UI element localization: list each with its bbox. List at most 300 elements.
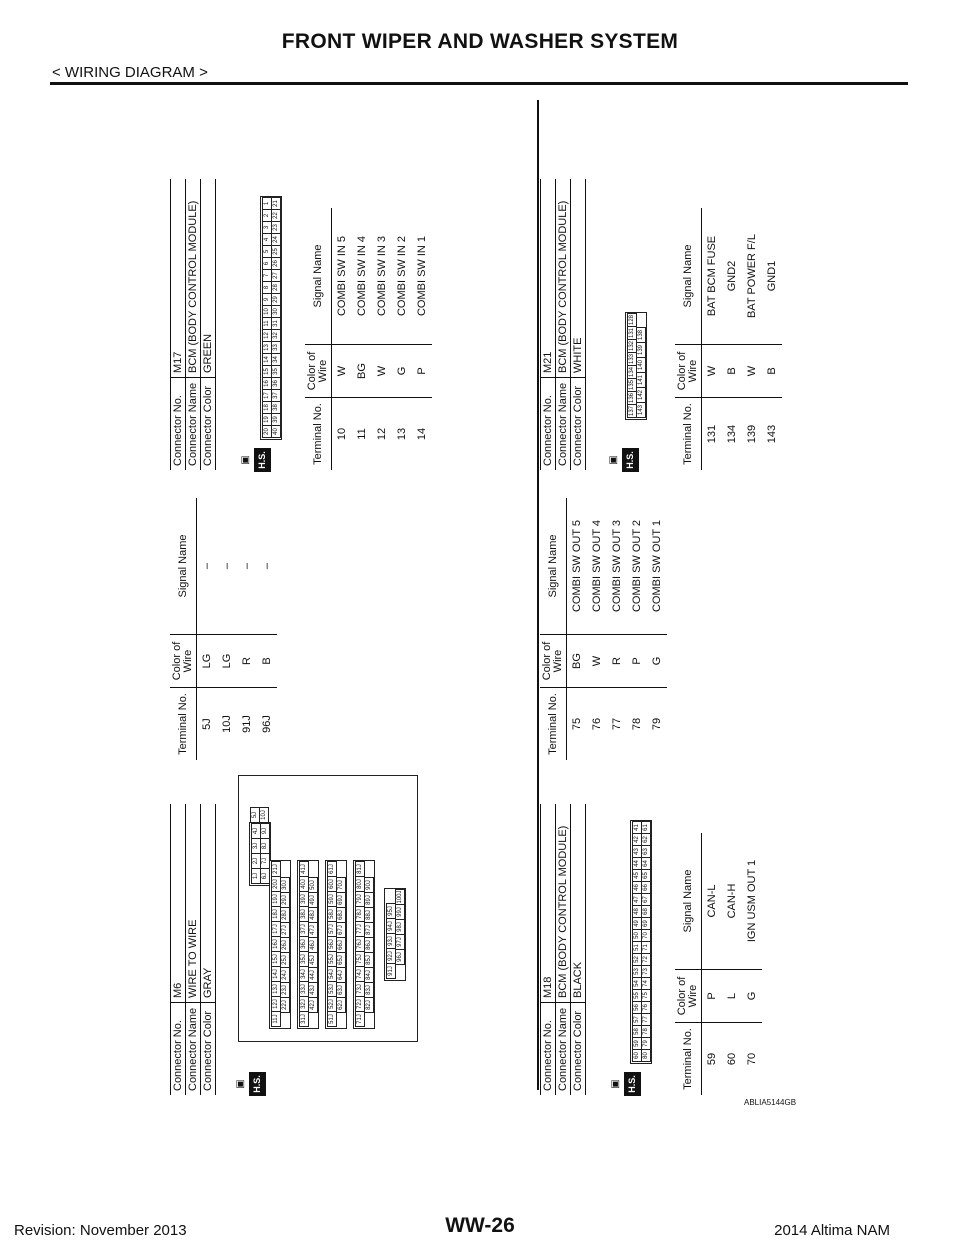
connector-pin: 44J [308, 967, 318, 983]
footer-model: 2014 Altima NAM [774, 1222, 890, 1239]
th-signal-name: Signal Name [675, 208, 702, 345]
connector-pin: 68J [336, 907, 346, 923]
m17-connector-no: M17 [171, 179, 186, 378]
m18-pin-block [630, 820, 652, 1064]
signal-name-cell: COMBI SW IN 3 [372, 208, 392, 345]
connector-pin: 52 [632, 953, 642, 966]
connector-pin: 58J [327, 906, 337, 922]
m6-side-pins [250, 808, 268, 823]
connector-pin: 60J [327, 876, 337, 892]
connector-pin: 55J [327, 951, 337, 967]
wire-color-cell: P [702, 970, 723, 1023]
connector-pin: 128 [629, 315, 635, 326]
table-row [742, 208, 762, 470]
connector-pin: 42 [632, 833, 642, 846]
wire-color-cell: W [332, 345, 353, 398]
connector-pin: 32J [299, 996, 309, 1012]
connector-pin: 74 [641, 977, 651, 990]
wire-color-cell: P [627, 635, 647, 688]
connector-pin: 24 [271, 233, 281, 246]
wire-color-cell: G [742, 970, 762, 1023]
connector-pin: 133 [629, 354, 635, 365]
connector-pin: 93J [386, 933, 396, 949]
label-connector-color: Connector Color [571, 1003, 586, 1096]
connector-pin: 61J [327, 861, 337, 877]
connector-pin: 135 [629, 380, 635, 391]
th-color-of-wire: Color of Wire [675, 345, 702, 398]
table-row [197, 498, 218, 760]
connector-pin: 99J [395, 904, 405, 920]
footer-revision: Revision: November 2013 [14, 1222, 187, 1239]
th-color-of-wire: Color of Wire [540, 635, 567, 688]
connector-pin: 54 [632, 977, 642, 990]
connector-pin: 76 [641, 1001, 651, 1014]
connector-pin: 23 [271, 221, 281, 234]
connector-pin: 78 [641, 1025, 651, 1038]
connector-pin: 39J [299, 891, 309, 907]
table-row [372, 208, 392, 470]
connector-pin: 72J [355, 996, 365, 1012]
wire-color-cell: L [722, 970, 742, 1023]
th-color-of-wire: Color of Wire [675, 970, 702, 1023]
wire-color-cell: BG [352, 345, 372, 398]
connector-pin: 66 [641, 881, 651, 894]
connector-pin: 66J [336, 937, 346, 953]
connector-pin: 95J [386, 903, 396, 919]
connector-pin: 70 [641, 929, 651, 942]
connector-pin: 19 [262, 413, 272, 426]
connector-pin: 4 [262, 233, 272, 246]
connector-pin: 49J [308, 892, 318, 908]
connector-pin: 38J [299, 906, 309, 922]
connector-pin: 19J [271, 891, 281, 907]
m21-connector-no: M21 [541, 179, 556, 378]
connector-pin: 22 [271, 209, 281, 222]
terminal-no-cell: 143 [766, 424, 778, 444]
connector-icon: ▣ [608, 455, 619, 465]
terminal-no-cell: 131 [706, 424, 718, 444]
connector-pin: 33 [271, 341, 281, 354]
connector-pin: 16J [271, 936, 281, 952]
connector-pin: 134 [629, 367, 635, 378]
figure-code: ABLIA5144GB [744, 1098, 797, 1107]
table-row [412, 208, 432, 470]
th-terminal-no: Terminal No. [540, 688, 567, 761]
wire-color-cell: B [257, 635, 277, 688]
connector-pin: 74J [355, 966, 365, 982]
connector-icon: ▣ [610, 1079, 621, 1089]
connector-pin: 96J [395, 949, 405, 965]
connector-pin: 13J [271, 981, 281, 997]
connector-pin: 100J [397, 890, 403, 904]
connector-pin: 57 [632, 1013, 642, 1026]
terminal-no-cell: 10J [221, 715, 233, 733]
connector-pin: 14J [271, 966, 281, 982]
connector-pin: 8J [260, 838, 270, 854]
connector-pin: 56J [327, 936, 337, 952]
connector-pin: 31J [299, 1011, 309, 1027]
m18-terminal-table [675, 833, 762, 1095]
table-row [722, 208, 742, 470]
connector-pin: 67 [641, 893, 651, 906]
connector-pin: 36J [299, 936, 309, 952]
connector-pin: 38 [271, 401, 281, 414]
connector-pin: 33J [299, 981, 309, 997]
connector-pin: 91J [386, 963, 396, 979]
th-signal-name: Signal Name [540, 498, 567, 635]
m6-pin-group-1 [249, 810, 271, 886]
table-row [607, 498, 627, 760]
connector-pin: 48J [308, 907, 318, 923]
connector-pin: 136 [629, 393, 635, 404]
connector-pin: 61 [641, 821, 651, 834]
m21-terminal-table [675, 208, 782, 470]
hs-label: H.S. [254, 448, 271, 472]
signal-name-cell: COMBI SW IN 1 [412, 208, 432, 345]
signal-name-cell: – [197, 498, 218, 635]
m18-hs-badge [610, 1072, 644, 1096]
connector-pin: 75J [355, 951, 365, 967]
signal-name-cell: COMBI SW IN 5 [332, 208, 353, 345]
table-row [332, 208, 353, 470]
connector-pin: 49 [632, 917, 642, 930]
connector-pin: 143 [636, 402, 646, 418]
m17-connector-name: BCM (BODY CONTROL MODULE) [186, 179, 201, 378]
connector-pin: 40 [271, 425, 281, 438]
m18-connector-name: BCM (BODY CONTROL MODULE) [556, 804, 571, 1003]
connector-pin: 31 [271, 317, 281, 330]
connector-pin: 64 [641, 857, 651, 870]
terminal-no-cell: 134 [726, 424, 738, 444]
connector-pin: 57J [327, 921, 337, 937]
signal-name-cell: COMBI SW IN 2 [392, 208, 412, 345]
connector-pin: 53J [327, 981, 337, 997]
connector-pin: 98J [395, 919, 405, 935]
signal-name-cell: GND2 [722, 208, 742, 345]
connector-pin: 10 [262, 305, 272, 318]
connector-pin: 25J [280, 952, 290, 968]
connector-pin: 82J [364, 997, 374, 1013]
th-signal-name: Signal Name [675, 833, 702, 970]
terminal-no-cell: 13 [396, 427, 408, 441]
connector-pin: 37 [271, 389, 281, 402]
connector-pin: 18 [262, 401, 272, 414]
m17-info-table [170, 179, 216, 470]
terminal-no-cell: 11 [356, 428, 368, 440]
connector-pin: 69 [641, 917, 651, 930]
connector-pin: 7 [262, 269, 272, 282]
connector-pin: 28J [280, 907, 290, 923]
label-connector-no: Connector No. [171, 1003, 186, 1096]
connector-pin: 51J [327, 1011, 337, 1027]
th-terminal-no: Terminal No. [675, 1023, 702, 1096]
m6-pin-group-4 [325, 860, 347, 1029]
table-row [742, 833, 762, 1095]
connector-pin: 132 [629, 341, 635, 352]
terminal-no-cell: 79 [651, 717, 663, 731]
m6-terminal-table [170, 498, 277, 760]
wire-color-cell: R [607, 635, 627, 688]
connector-pin: 28 [271, 281, 281, 294]
terminal-no-cell: 75 [571, 717, 583, 731]
signal-name-cell: IGN USM OUT 1 [742, 833, 762, 970]
connector-pin: 26 [271, 257, 281, 270]
connector-pin: 67J [336, 922, 346, 938]
connector-pin: 2 [262, 209, 272, 222]
connector-pin: 37J [299, 921, 309, 937]
table-row [702, 208, 723, 470]
m21-pin-block [625, 312, 647, 420]
connector-pin: 9 [262, 293, 272, 306]
connector-pin: 30 [271, 305, 281, 318]
connector-pin: 39 [271, 413, 281, 426]
connector-pin: 138 [636, 327, 646, 343]
wire-color-cell: W [742, 345, 762, 398]
m21-connector-name: BCM (BODY CONTROL MODULE) [556, 179, 571, 378]
label-connector-no: Connector No. [171, 378, 186, 471]
hs-label: H.S. [624, 1072, 641, 1096]
connector-pin: 35 [271, 365, 281, 378]
terminal-no-cell: 139 [746, 424, 758, 444]
connector-pin: 83J [364, 982, 374, 998]
connector-pin: 12 [262, 329, 272, 342]
connector-pin: 89J [364, 892, 374, 908]
signal-name-cell: – [217, 498, 237, 635]
connector-pin: 59 [632, 1037, 642, 1050]
connector-pin: 10J [259, 807, 269, 823]
table-row [567, 498, 588, 760]
m6-connector-color: GRAY [201, 804, 216, 1003]
m6-pin-group-2 [269, 860, 291, 1029]
connector-pin: 64J [336, 967, 346, 983]
connector-pin: 11 [262, 317, 272, 330]
connector-pin: 6 [262, 257, 272, 270]
connector-pin: 47 [632, 893, 642, 906]
connector-pin: 9J [260, 823, 270, 839]
m17-connector-color: GREEN [201, 179, 216, 378]
connector-pin: 36 [271, 377, 281, 390]
label-connector-color: Connector Color [201, 1003, 216, 1096]
terminal-no-cell: 59 [706, 1052, 718, 1066]
m18-connector-no: M18 [541, 804, 556, 1003]
m6-pin-group-3 [297, 860, 319, 1029]
connector-pin: 62 [641, 833, 651, 846]
connector-pin: 4J [251, 823, 261, 839]
hs-label: H.S. [622, 448, 639, 472]
signal-name-cell: CAN-H [722, 833, 742, 970]
connector-pin: 52J [327, 996, 337, 1012]
signal-name-cell: CAN-L [702, 833, 723, 970]
connector-pin: 23J [280, 982, 290, 998]
signal-name-cell: COMBI SW OUT 5 [567, 498, 588, 635]
terminal-no-cell: 77 [611, 717, 623, 731]
terminal-no-cell: 10 [336, 427, 348, 441]
connector-pin: 68 [641, 905, 651, 918]
connector-pin: 48 [632, 905, 642, 918]
connector-pin: 15J [271, 951, 281, 967]
connector-pin: 80 [641, 1049, 651, 1062]
m18-connector-color: BLACK [571, 804, 586, 1003]
m21-connector-color: WHITE [571, 179, 586, 378]
connector-pin: 41J [299, 861, 309, 877]
connector-pin: 45 [632, 869, 642, 882]
connector-pin: 21J [271, 861, 281, 877]
terminal-no-cell: 96J [261, 715, 273, 733]
connector-pin: 87J [364, 922, 374, 938]
m17-hs-badge [240, 448, 274, 472]
m6-connector-name: WIRE TO WIRE [186, 804, 201, 1003]
connector-pin: 79 [641, 1037, 651, 1050]
m6-pin-group-5 [353, 860, 375, 1029]
label-connector-name: Connector Name [186, 378, 201, 471]
connector-icon: ▣ [235, 1079, 246, 1089]
label-connector-no: Connector No. [541, 378, 556, 471]
label-connector-color: Connector Color [201, 378, 216, 471]
connector-pin: 30J [280, 877, 290, 893]
connector-pin: 6J [260, 868, 270, 884]
connector-pin: 56 [632, 1001, 642, 1014]
m17-terminal-table [305, 208, 432, 470]
connector-pin: 46 [632, 881, 642, 894]
label-connector-name: Connector Name [556, 1003, 571, 1096]
connector-pin: 47J [308, 922, 318, 938]
connector-pin: 65 [641, 869, 651, 882]
connector-pin: 141 [636, 372, 646, 388]
signal-name-cell: COMBI SW OUT 1 [647, 498, 667, 635]
connector-pin: 32 [271, 329, 281, 342]
connector-pin: 5J [250, 807, 260, 823]
terminal-no-cell: 5J [201, 718, 213, 730]
connector-pin: 29 [271, 293, 281, 306]
terminal-no-cell: 78 [631, 717, 643, 731]
m6-pin-group-6 [384, 888, 406, 981]
header-rule [50, 82, 908, 85]
wire-color-cell: LG [217, 635, 237, 688]
th-color-of-wire: Color of Wire [170, 635, 197, 688]
label-connector-name: Connector Name [556, 378, 571, 471]
wire-color-cell: P [412, 345, 432, 398]
signal-name-cell: COMBI SW OUT 3 [607, 498, 627, 635]
connector-pin: 7J [260, 853, 270, 869]
table-row [627, 498, 647, 760]
connector-pin: 94J [386, 918, 396, 934]
connector-pin: 12J [271, 996, 281, 1012]
m21-hs-badge [608, 448, 642, 472]
th-terminal-no: Terminal No. [675, 398, 702, 471]
table-row [352, 208, 372, 470]
connector-pin: 73J [355, 981, 365, 997]
connector-pin: 71J [355, 1011, 365, 1027]
connector-pin: 60 [632, 1049, 642, 1062]
label-connector-color: Connector Color [571, 378, 586, 471]
th-color-of-wire: Color of Wire [305, 345, 332, 398]
m6-hs-badge [235, 1072, 269, 1096]
page-title: FRONT WIPER AND WASHER SYSTEM [281, 30, 679, 53]
connector-pin: 2J [251, 853, 261, 869]
connector-pin: 90J [364, 877, 374, 893]
connector-pin: 139 [636, 342, 646, 358]
connector-pin: 85J [364, 952, 374, 968]
signal-name-cell: GND1 [762, 208, 782, 345]
terminal-no-cell: 12 [376, 427, 388, 441]
connector-pin: 78J [355, 906, 365, 922]
connector-pin: 51 [632, 941, 642, 954]
connector-pin: 72 [641, 953, 651, 966]
wire-color-cell: W [702, 345, 723, 398]
connector-pin: 140 [636, 357, 646, 373]
wire-color-cell: B [722, 345, 742, 398]
footer-page-number: WW-26 [445, 1214, 515, 1237]
connector-pin: 26J [280, 937, 290, 953]
connector-pin: 71 [641, 941, 651, 954]
connector-pin: 62J [336, 997, 346, 1013]
signal-name-cell: BAT BCM FUSE [702, 208, 723, 345]
table-row [722, 833, 742, 1095]
th-terminal-no: Terminal No. [170, 688, 197, 761]
connector-pin: 97J [395, 934, 405, 950]
connector-pin: 35J [299, 951, 309, 967]
connector-pin: 34 [271, 353, 281, 366]
connector-pin: 27 [271, 269, 281, 282]
connector-pin: 137 [629, 406, 635, 417]
terminal-no-cell: 60 [726, 1052, 738, 1066]
table-row [587, 498, 607, 760]
connector-pin: 63J [336, 982, 346, 998]
connector-pin: 86J [364, 937, 374, 953]
wire-color-cell: G [647, 635, 667, 688]
connector-pin: 34J [299, 966, 309, 982]
connector-pin: 8 [262, 281, 272, 294]
connector-pin: 15 [262, 365, 272, 378]
wire-color-cell: G [392, 345, 412, 398]
terminal-no-cell: 14 [416, 427, 428, 441]
terminal-no-cell: 91J [241, 715, 253, 733]
connector-icon: ▣ [240, 455, 251, 465]
connector-pin: 42J [308, 997, 318, 1013]
signal-name-cell: – [257, 498, 277, 635]
wire-color-cell: B [762, 345, 782, 398]
connector-pin: 81J [355, 861, 365, 877]
connector-pin: 3J [251, 838, 261, 854]
m6-connector-no: M6 [171, 804, 186, 1003]
connector-pin: 43J [308, 982, 318, 998]
connector-pin: 77 [641, 1013, 651, 1026]
table-row [257, 498, 277, 760]
m21-info-table [540, 179, 586, 470]
connector-pin: 65J [336, 952, 346, 968]
wire-color-cell: W [587, 635, 607, 688]
connector-pin: 59J [327, 891, 337, 907]
terminal-no-cell: 70 [746, 1052, 758, 1066]
connector-pin: 45J [308, 952, 318, 968]
connector-pin: 131 [629, 328, 635, 339]
connector-pin: 55 [632, 989, 642, 1002]
connector-pin: 75 [641, 989, 651, 1002]
connector-pin: 25 [271, 245, 281, 258]
connector-pin: 20 [262, 425, 272, 438]
connector-pin: 44 [632, 857, 642, 870]
connector-pin: 84J [364, 967, 374, 983]
connector-pin: 54J [327, 966, 337, 982]
connector-pin: 79J [355, 891, 365, 907]
m6-info-table [170, 804, 216, 1095]
connector-pin: 24J [280, 967, 290, 983]
connector-pin: 14 [262, 353, 272, 366]
connector-pin: 46J [308, 937, 318, 953]
connector-pin: 21 [271, 197, 281, 210]
connector-pin: 20J [271, 876, 281, 892]
connector-pin: 27J [280, 922, 290, 938]
